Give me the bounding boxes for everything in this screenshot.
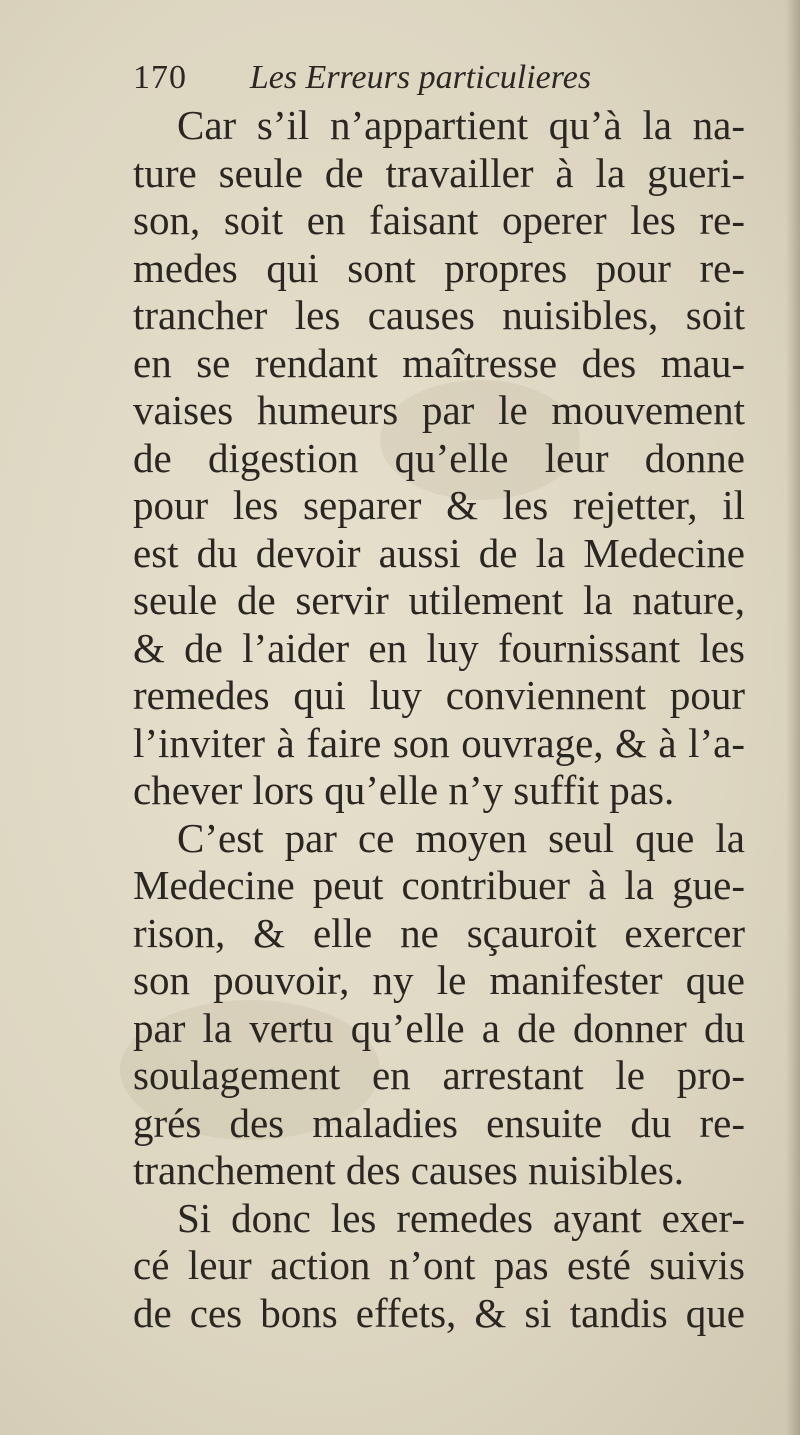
text-line: seule de servir utilement la nature,	[133, 577, 745, 623]
text-line: de digestion qu’elle leur donne	[133, 434, 745, 481]
page-edge-shadow	[786, 0, 800, 1435]
text-line: trancher les causes nuisibles, soit	[133, 292, 745, 338]
text-line: chever lors qu’elle n’y suffit pas.	[133, 767, 675, 813]
running-head	[133, 52, 693, 102]
text-line: son, soit en faisant operer les re-	[133, 197, 745, 243]
text-line: Car s’il n’appartient qu’à la na-	[177, 102, 745, 148]
body-text	[133, 102, 745, 1337]
text-line: soulagement en arrestant le pro-	[133, 1052, 745, 1098]
text-line: grés des maladies ensuite du re-	[133, 1099, 745, 1146]
page-number: 170	[133, 59, 187, 96]
text-line: son pouvoir, ny le manifester que	[133, 957, 745, 1003]
text-line: & de l’aider en luy fournissant les	[133, 624, 745, 671]
text-line: pour les separer & les rejetter, il	[133, 482, 745, 528]
text-line: medes qui sont propres pour re-	[133, 244, 745, 291]
text-line: vaises humeurs par le mouvement	[133, 387, 745, 433]
text-line: est du devoir aussi de la Medecine	[133, 529, 745, 576]
text-line: en se rendant maîtresse des mau-	[133, 339, 745, 386]
text-line: cé leur action n’ont pas esté suivis	[133, 1242, 745, 1288]
text-line: remedes qui luy conviennent pour	[133, 672, 745, 718]
text-line: l’inviter à faire son ouvrage, & à l’a-	[133, 719, 745, 766]
text-line: par la vertu qu’elle a de donner du	[133, 1004, 745, 1051]
text-line: Medecine peut contribuer à la gue-	[133, 862, 745, 908]
text-line: rison, & elle ne sçauroit exercer	[133, 909, 745, 956]
running-title: Les Erreurs particulieres	[249, 59, 592, 96]
text-line: C’est par ce moyen seul que la	[177, 814, 745, 861]
text-line: Si donc les remedes ayant exer-	[177, 1194, 745, 1241]
text-line: ture seule de travailler à la gueri-	[133, 149, 745, 196]
text-line: de ces bons effets, & si tandis que	[133, 1289, 745, 1336]
text-line: tranchement des causes nuisibles.	[133, 1147, 685, 1193]
